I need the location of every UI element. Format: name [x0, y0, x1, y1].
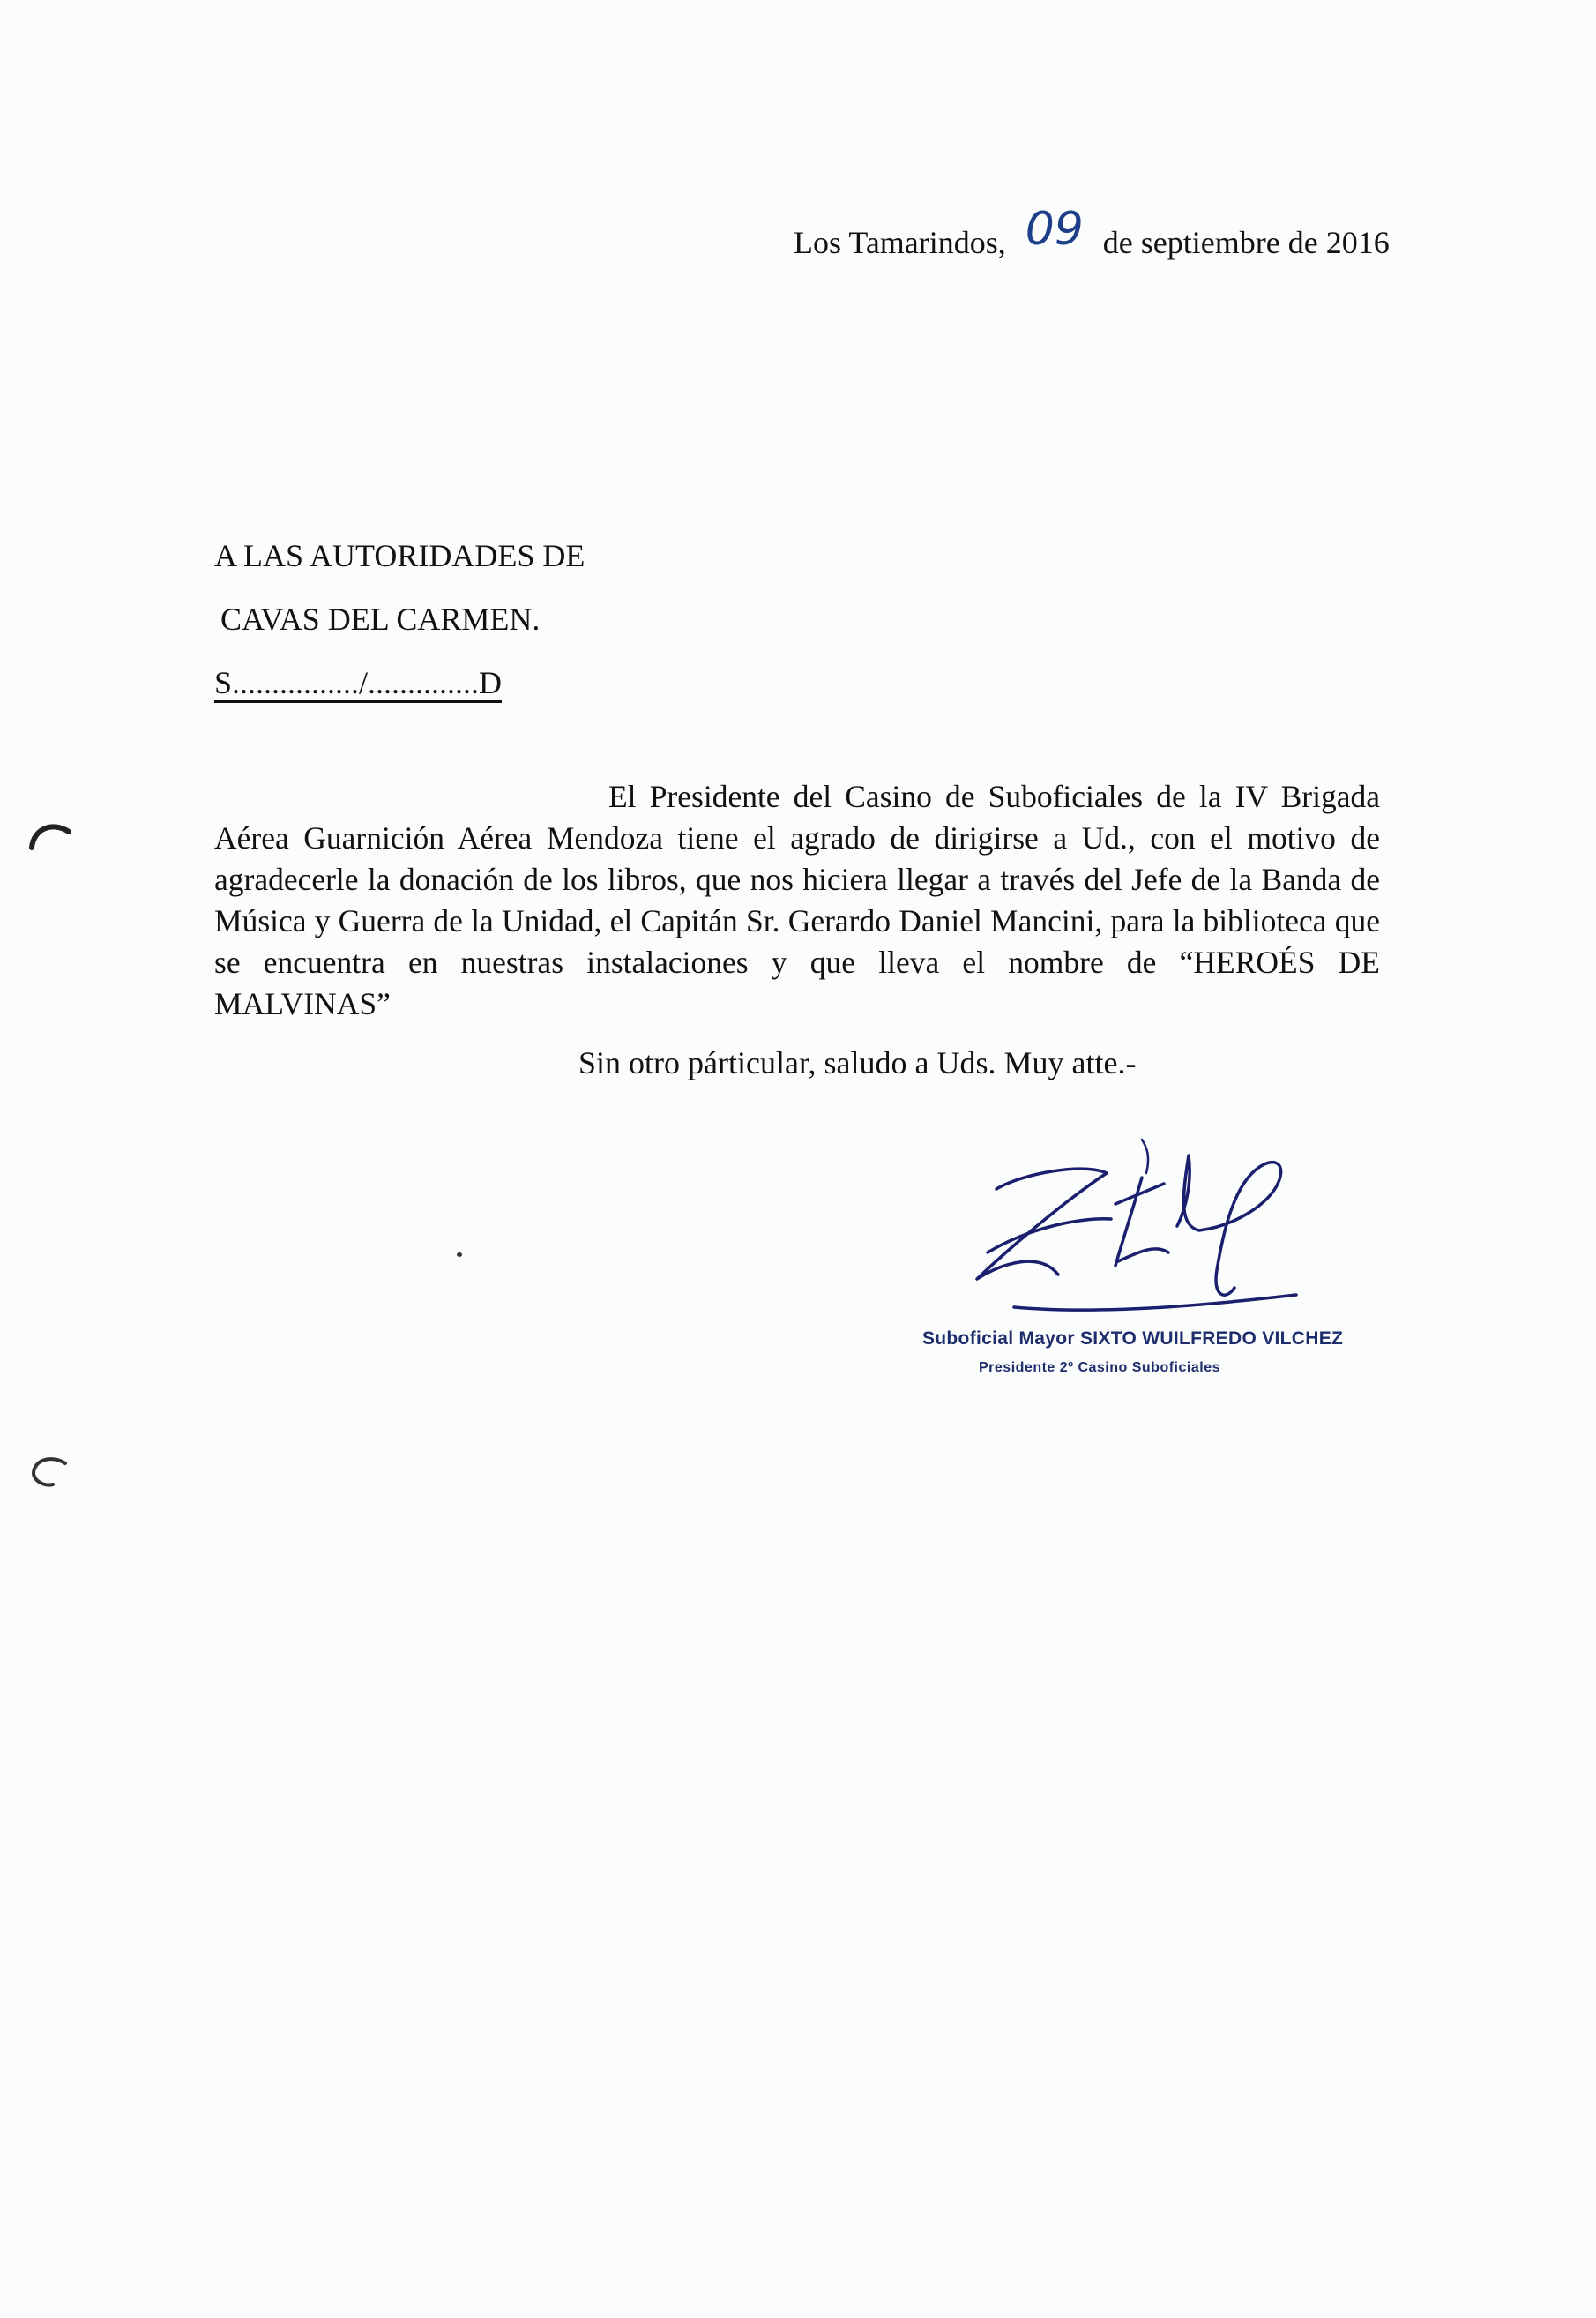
- speck-mark: [457, 1252, 462, 1257]
- place-date-line: [794, 203, 1390, 265]
- addressee-line-2: CAVAS DEL CARMEN.: [220, 602, 541, 637]
- addressee-line-1: A LAS AUTORIDADES DE: [214, 538, 585, 573]
- closing-line: Sin otro párticular, saludo a Uds. Muy atte.-: [578, 1045, 1137, 1080]
- letter-body: El Presidente del Casino de Suboficiales de la IV Brigada Aérea Guarnición Aérea Mendoza tiene el agrado de dirigirse a Ud., con el motivo de agradecerle la donación de los libros, que nos hiciera llegar a través del Jefe de la Banda de Música y Guerra de la Unidad, el Capitán Sr. Gerardo Daniel Mancini, para la biblioteca que se encuentra en nuestras instalaciones y que lleva el nombre de “HEROÉS DE MALVINAS”: [214, 779, 1380, 1021]
- punch-hole-mark-top: [26, 816, 79, 860]
- signer-name: Suboficial Mayor SIXTO WUILFREDO VILCHEZ: [922, 1328, 1344, 1349]
- handwritten-day: 09: [1025, 203, 1084, 256]
- handwritten-signature: [961, 1120, 1376, 1332]
- place-date-suffix: de septiembre de 2016: [1102, 225, 1390, 260]
- place-date-prefix: Los Tamarindos,: [794, 225, 1006, 260]
- signer-role: Presidente 2º Casino Suboficiales: [979, 1360, 1220, 1375]
- addressee-line-3: S................/..............D: [214, 665, 503, 700]
- punch-hole-mark-bottom: [26, 1451, 79, 1495]
